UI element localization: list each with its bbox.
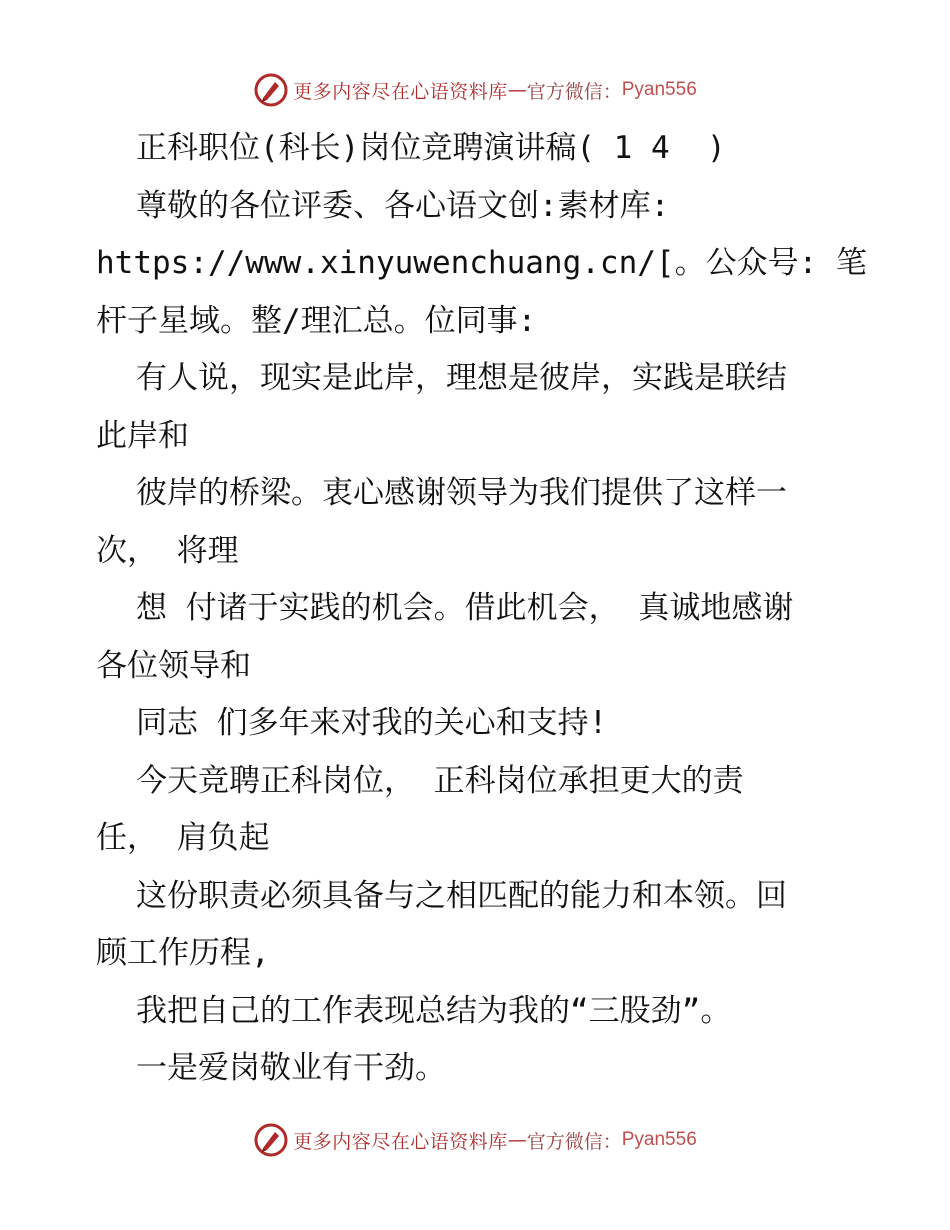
- pen-logo-icon: [253, 72, 289, 108]
- header-watermark: [0, 70, 950, 110]
- banner-wechat-label: 官方微信：: [526, 1130, 622, 1153]
- banner-wechat-id: Pyan556: [621, 79, 697, 100]
- body-line: 任， 肩负起: [96, 820, 270, 856]
- body-line: 这份职责必须具备与之相匹配的能力和本领。回: [136, 877, 787, 914]
- body-line: 尊敬的各位评委、各心语文创:素材库:: [136, 187, 670, 224]
- body-line: 今天竞聘正科岗位， 正科岗位承担更大的责: [136, 762, 744, 799]
- banner-separator: —: [507, 1129, 527, 1151]
- body-line: 各位领导和: [96, 647, 251, 684]
- speech-body: [96, 120, 866, 1098]
- body-line: 有人说，现实是此岸，理想是彼岸，实践是联结: [136, 360, 787, 396]
- banner-wechat-id: Pyan556: [621, 1129, 697, 1150]
- footer-watermark: [0, 1120, 950, 1160]
- pen-logo-icon: [253, 1122, 289, 1158]
- banner-main-text: 更多内容尽在心语资料库: [293, 80, 508, 103]
- body-line: 彼岸的桥梁。衷心感谢领导为我们提供了这样一: [136, 475, 787, 511]
- document-title: 正科职位(科长)岗位竞聘演讲稿( 1 4 ): [136, 130, 726, 166]
- banner-wechat-label: 官方微信：: [526, 80, 622, 103]
- body-line: 同志 们多年来对我的关心和支持!: [136, 705, 608, 741]
- banner-main-text: 更多内容尽在心语资料库: [293, 1130, 508, 1153]
- banner-separator: —: [507, 79, 527, 101]
- body-line: 我把自己的工作表现总结为我的“三股劲”。: [136, 992, 732, 1029]
- body-line: 次， 将理: [96, 532, 239, 569]
- body-line: 此岸和: [96, 417, 189, 454]
- body-line: 想 付诸于实践的机会。借此机会， 真诚地感谢: [136, 590, 794, 626]
- body-line: 顾工作历程,: [96, 935, 270, 971]
- body-line: 一是爱岗敬业有干劲。: [136, 1050, 446, 1086]
- body-line: https://www.xinyuwenchuang.cn/[。公众号: 笔: [96, 245, 867, 281]
- body-line: 杆子星域。整/理汇总。位同事:: [96, 302, 537, 339]
